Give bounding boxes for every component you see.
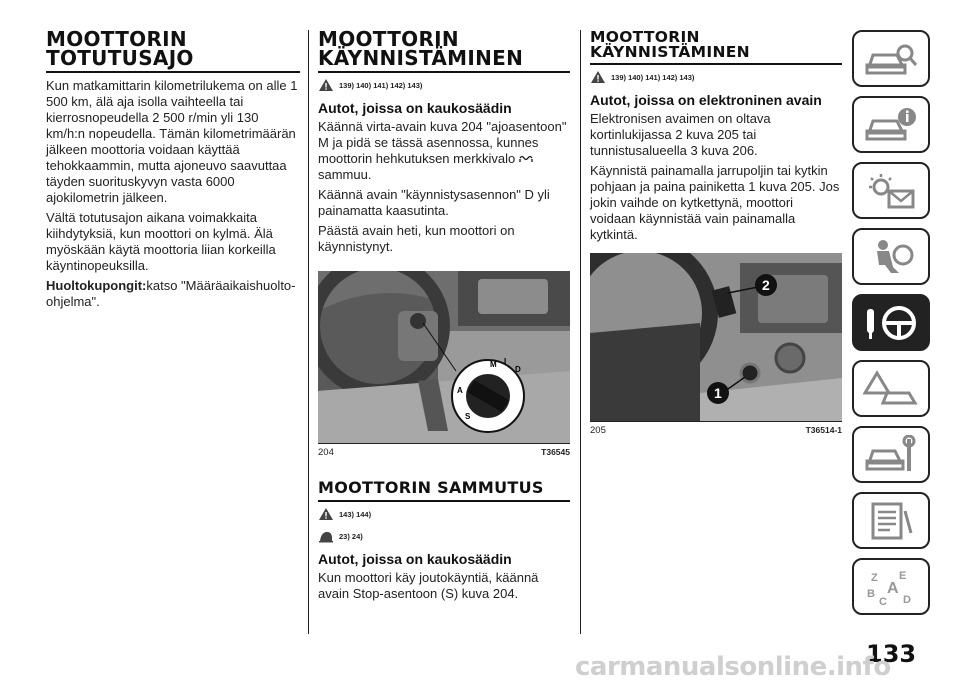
- label-i: I: [504, 357, 507, 366]
- airbag-seat-icon: [863, 237, 919, 277]
- badge-2: 2: [762, 277, 770, 293]
- tab-index[interactable]: [852, 558, 930, 615]
- starting-paragraph-1: [318, 119, 570, 183]
- warning-references-text: 139) 140) 141) 142) 143): [339, 80, 423, 90]
- tab-car-info[interactable]: [852, 96, 930, 153]
- starting-paragraph-3: Päästä avain heti, kun moottori on käynnistynyt.: [318, 223, 515, 254]
- column-1: [46, 27, 300, 314]
- column-divider-1: [308, 30, 309, 634]
- ignition-key-illustration: [318, 271, 570, 443]
- figure-205-number: 205: [590, 425, 606, 436]
- warning-references-3-text: 139) 140) 141) 142) 143): [611, 72, 695, 82]
- stopping-paragraph: Kun moottori käy joutokäyntiä, käännä avain Stop-asentoon (S) kuva 204.: [318, 570, 539, 601]
- figure-205-code: T36514-1: [805, 425, 842, 435]
- caution-references-text: 23) 24): [339, 531, 363, 541]
- warning-references: [318, 78, 570, 92]
- label-m: M: [490, 360, 497, 369]
- warning-light-mail-icon: [863, 171, 919, 211]
- car-search-icon: [863, 39, 919, 79]
- svg-text:E: E: [899, 569, 907, 582]
- caution-hand-icon: [318, 529, 334, 543]
- svg-text:A: A: [887, 579, 899, 597]
- starting-paragraph-1-end: sammuu.: [318, 167, 372, 182]
- figure-204-number: 204: [318, 447, 334, 458]
- document-list-icon: [863, 501, 919, 541]
- car-wrench-icon: [863, 435, 919, 475]
- key-steering-wheel-icon: [861, 301, 921, 345]
- tab-car-search[interactable]: [852, 30, 930, 87]
- electronic-paragraph-2: Käynnistä painamalla jarrupoljin tai kytkin pohjaan ja paina painiketta 1 kuva 205. Jos jokin vaihde on kytkettynä, moottori voidaan käynnistää vain painamalla kytkintä.: [590, 163, 840, 242]
- tab-technical-data[interactable]: [852, 492, 930, 549]
- figure-205: [590, 253, 842, 422]
- break-in-paragraph-3: [46, 278, 300, 310]
- figure-205-caption: [590, 425, 842, 436]
- break-in-paragraph-2: Vältä totutusajon aikana voimakkaita kiihdytyksiä, kun moottori on kylmä. Älä myöskään käytä moottoria liian korkeilla käyntinopeuksilla.: [46, 210, 276, 273]
- starting-paragraph-1-text: Käännä virta-avain kuva 204 "ajoasentoon" M ja pidä se tässä asennossa, kunnes moottorin hehkutuksen merkkivalo: [318, 119, 567, 166]
- badge-1: 1: [714, 385, 722, 401]
- svg-text:Z: Z: [871, 571, 878, 584]
- label-a: A: [457, 386, 463, 395]
- column-2: [318, 27, 570, 606]
- watermark: carmanualsonline.info: [575, 652, 891, 682]
- figure-204: [318, 271, 570, 444]
- section-title-break-in: MOOTTORIN TOTUTUSAJO: [46, 30, 300, 73]
- figure-204-caption: [318, 447, 570, 458]
- subtitle-electronic-key: Autot, joissa on elektroninen avain: [590, 92, 822, 108]
- caution-references: [318, 529, 570, 543]
- page-number: 133: [866, 640, 917, 668]
- svg-text:B: B: [867, 587, 875, 600]
- start-button-illustration: [590, 253, 842, 421]
- warning-triangle-car-icon: [863, 369, 919, 409]
- svg-text:D: D: [903, 593, 911, 606]
- svg-text:C: C: [879, 595, 887, 607]
- glow-plug-icon: [518, 155, 534, 164]
- tab-safety[interactable]: [852, 228, 930, 285]
- section-title-starting-electronic: MOOTTORIN KÄYNNISTÄMINEN: [590, 30, 842, 65]
- car-info-icon: [863, 105, 919, 145]
- column-3: [590, 30, 842, 436]
- warning-triangle-icon: [590, 70, 606, 84]
- column-divider-2: [580, 30, 581, 634]
- chapter-tabs: [852, 30, 930, 624]
- warning-references-2-text: 143) 144): [339, 509, 372, 519]
- electronic-paragraph-1: Elektronisen avaimen on oltava kortinlukijassa 2 kuva 205 tai tunnistusalueella 3 kuva 206.: [590, 111, 771, 158]
- alphabet-index-icon: [863, 567, 919, 607]
- section-title-starting: MOOTTORIN KÄYNNISTÄMINEN: [318, 30, 570, 73]
- section-title-stopping: MOOTTORIN SAMMUTUS: [318, 478, 570, 502]
- tab-emergency[interactable]: [852, 360, 930, 417]
- tab-starting-driving[interactable]: [852, 294, 930, 351]
- label-d: D: [515, 365, 521, 374]
- warning-references-3: [590, 70, 842, 84]
- tab-maintenance[interactable]: [852, 426, 930, 483]
- warning-references-2: [318, 507, 570, 521]
- label-s: S: [465, 412, 471, 421]
- warning-triangle-icon: [318, 78, 334, 92]
- service-coupons-text: katso "Määräaikaishuolto-ohjelma".: [46, 278, 296, 309]
- subtitle-remote: Autot, joissa on kaukosäädin: [318, 100, 512, 116]
- starting-paragraph-2: Käännä avain "käynnistysasennon" D yli painamatta kaasutinta.: [318, 187, 550, 218]
- break-in-paragraph-1: Kun matkamittarin kilometrilukema on alle 1 500 km, älä aja isolla vaihteella tai kierrosnopeudella 2 500 r/min yli 130 km/h:n nopeudella. Tämän kilometrimäärän jälkeen moottoria voidaan käyttää tehokkaammin, mutta ajoneuvo saavuttaa täyden suorituskyvyn vasta 6000 ajokilometrin jälkeen.: [46, 78, 298, 205]
- warning-triangle-icon: [318, 507, 334, 521]
- subtitle-remote-2: Autot, joissa on kaukosäädin: [318, 551, 512, 567]
- figure-204-code: T36545: [541, 447, 570, 457]
- tab-warning-lights[interactable]: [852, 162, 930, 219]
- service-coupons-label: Huoltokupongit:: [46, 278, 147, 293]
